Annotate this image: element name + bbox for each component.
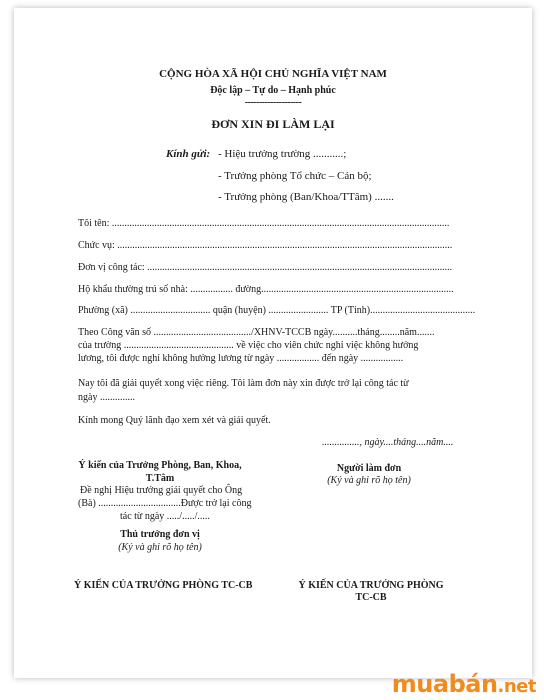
unit-head-signer-note: (Ký và ghi rõ họ tên) bbox=[118, 542, 202, 553]
muaban-logo bbox=[392, 670, 536, 698]
country-heading: CỘNG HÒA XÃ HỘI CHỦ NGHĨA VIỆT NAM bbox=[159, 68, 387, 80]
addressee-personnel: - Trưởng phòng Tổ chức – Cán bộ; bbox=[218, 170, 372, 182]
header-separator: -------------------- bbox=[244, 97, 302, 108]
document-page bbox=[14, 8, 532, 678]
position-field: Chức vụ: ...................................................................................................................................... bbox=[78, 240, 453, 251]
paragraph-return-line2: ngày .............. bbox=[78, 392, 135, 403]
motto: Độc lập – Tự do – Hạnh phúc bbox=[210, 85, 336, 96]
personnel-opinion-heading-left: Ý KIẾN CỦA TRƯỞNG PHÒNG TC-CB bbox=[74, 580, 253, 591]
department-opinion-heading-2: T.Tâm bbox=[145, 473, 175, 484]
ward-field: Phường (xã) ................................ quận (huyện) ........................ TP (Tỉnh).......................................... bbox=[78, 305, 476, 316]
addressee-principal: - Hiệu trưởng trường ...........; bbox=[218, 148, 347, 160]
date-line: ..............., ngày....tháng....năm.... bbox=[322, 437, 454, 448]
paragraph-dispatch-line3: lương, tôi được nghỉ không hưởng lương từ ngày ................. đến ngày ................. bbox=[78, 353, 404, 364]
unit-field: Đơn vị công tác: .......................................................................................................................... bbox=[78, 262, 453, 273]
paragraph-return-line1: Nay tôi đã giải quyết xong việc riêng. Tôi làm đơn này xin được trở lại công tác từ bbox=[78, 378, 409, 389]
name-field: Tôi tên: ....................................................................................................................................... bbox=[78, 218, 450, 229]
addressee-label: Kính gửi: bbox=[166, 148, 211, 160]
residence-field: Hộ khẩu thường trú số nhà: ................. đường............................................................................. bbox=[78, 284, 454, 295]
department-opinion-heading: Ý kiến của Trưởng Phòng, Ban, Khoa, bbox=[78, 460, 242, 471]
personnel-opinion-heading-right: Ý KIẾN CỦA TRƯỞNG PHÒNG bbox=[298, 580, 444, 591]
department-opinion-line1: Đề nghị Hiệu trưởng giải quyết cho Ông bbox=[80, 485, 243, 496]
document-title: ĐƠN XIN ĐI LÀM LẠI bbox=[211, 117, 335, 131]
department-opinion-line3: tác từ ngày ...../...../..... bbox=[120, 511, 210, 522]
paragraph-dispatch-line2: của trường ............................................ về việc cho viên chức nghỉ việc không hưởng bbox=[78, 340, 419, 351]
applicant-signer-note: (Ký và ghi rõ họ tên) bbox=[327, 475, 411, 486]
addressee-department: - Trưởng phòng (Ban/Khoa/TTâm) ....... bbox=[218, 191, 394, 203]
paragraph-request: Kính mong Quý lãnh đạo xem xét và giải quyết. bbox=[78, 415, 271, 426]
department-opinion-line2: (Bà) .................................Được trở lại công bbox=[78, 498, 252, 509]
unit-head-signer: Thủ trưởng đơn vị bbox=[120, 529, 200, 540]
logo-tld: .net bbox=[497, 676, 536, 697]
applicant-signer: Người làm đơn bbox=[336, 463, 402, 474]
personnel-opinion-heading-right-2: TC-CB bbox=[355, 592, 387, 603]
paragraph-dispatch-line1: Theo Công văn số ......................................./XHNV-TCCB ngày..........tháng........năm....... bbox=[78, 327, 435, 338]
logo-brand: muabán bbox=[391, 670, 498, 698]
